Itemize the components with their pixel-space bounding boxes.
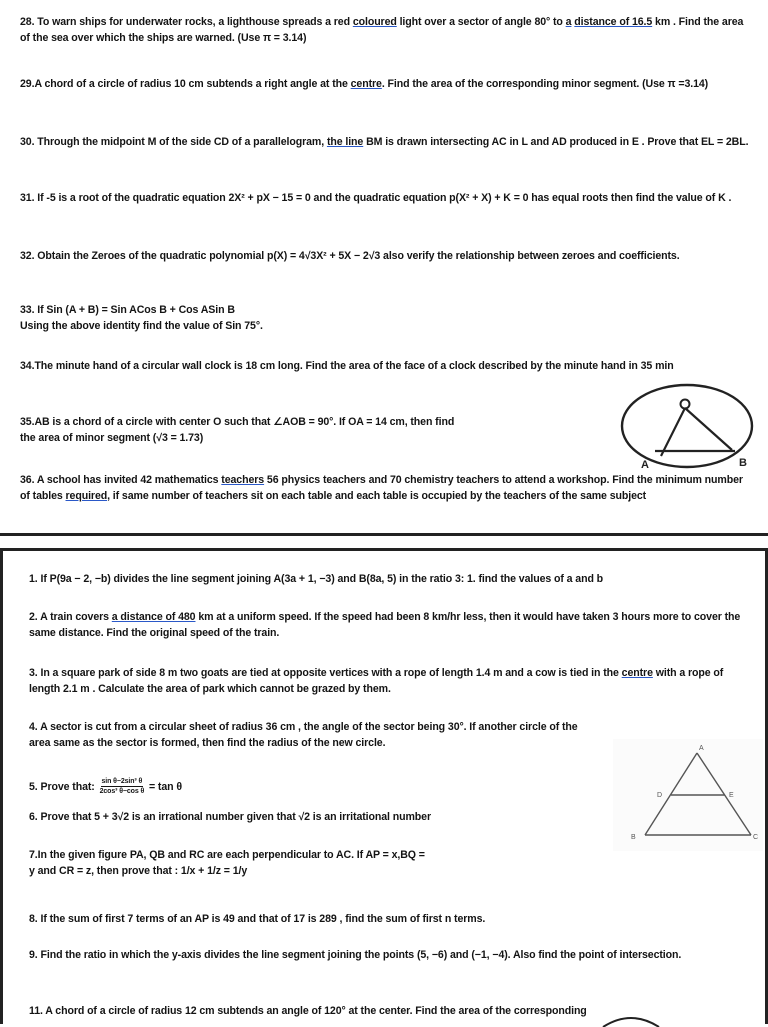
question-text: Find the ratio in which the y-axis divides the line segment joining the points (5, −6) and (−1, −4). Also find the point of intersection. [37, 949, 682, 961]
underlined-word: the line [326, 136, 364, 148]
label-a: A [699, 745, 704, 752]
question-text: If P(9a − 2, −b) divides the line segment joining A(3a + 1, −3) and B(8a, 5) in the ratio 3: 1. find the values of a and b [37, 573, 604, 585]
question-number: 6. [29, 811, 38, 823]
question-number: 11. [29, 1005, 43, 1017]
fraction-denominator: 2cos³ θ−cos θ [99, 788, 145, 795]
question-4 [29, 719, 589, 751]
partial-figure-edge [601, 1009, 661, 1027]
question-text: BM is drawn intersecting AC in L and AD produced in E . Prove that EL = 2BL. [363, 136, 749, 148]
question-text: A sector is cut from a circular sheet of radius 36 cm , the angle of the sector being 30°. If another circle of the area same as the sector is formed, then find the radius of the new circle. [29, 721, 578, 749]
underlined-word: a distance of 480 [111, 611, 196, 623]
question-text: , if same number of teachers sit on each table and each table is occupied by the teachers of the same subject [107, 490, 647, 502]
question-text: A chord of a circle of radius 12 cm subtends an angle of 120° at the center. Find the area of the corresponding [42, 1005, 587, 1017]
question-8 [29, 911, 749, 927]
triangle-figure [613, 739, 763, 851]
circle-outline [622, 385, 752, 467]
question-number: 1. [29, 573, 38, 585]
question-2 [29, 609, 749, 641]
question-number: 28. [20, 16, 35, 28]
question-number: 7. [29, 849, 38, 861]
fraction-numerator: sin θ−2sin³ θ [101, 778, 143, 785]
question-36 [20, 472, 750, 504]
question-text: the area of minor segment (√3 = 1.73) [20, 432, 204, 444]
question-text: In a square park of side 8 m two goats are tied at opposite vertices with a rope of length 1.4 m and a cow is tied in the [37, 667, 622, 679]
center-point [681, 400, 690, 409]
radius-ob [685, 408, 732, 450]
question-text: . Find the area of the corresponding minor segment. (Use π =3.14) [381, 78, 709, 90]
underlined-word: coloured [352, 16, 397, 28]
question-number: 35. [20, 416, 35, 428]
question-3 [29, 665, 749, 697]
question-number: 29. [20, 78, 35, 90]
underlined-word: distance of 16.5 [574, 16, 653, 28]
label-b: B [631, 834, 636, 841]
question-31 [20, 190, 750, 206]
label-a: A [641, 459, 649, 471]
underlined-word: required [65, 490, 108, 502]
question-6 [29, 809, 589, 825]
question-text: Prove that 5 + 3√2 is an irrational number given that √2 is an irritational number [37, 811, 431, 823]
question-number: 31. [20, 192, 35, 204]
radius-oa [661, 408, 685, 456]
question-text: A chord of a circle of radius 10 cm subtends a right angle at the [34, 78, 351, 90]
label-b: B [739, 457, 747, 469]
circle-chord-figure [615, 382, 760, 474]
fraction [100, 777, 145, 796]
question-text: Using the above identity find the value of Sin 75°. [20, 320, 263, 332]
question-number: 4. [29, 721, 38, 733]
question-number: 3. [29, 667, 38, 679]
question-text: If Sin (A + B) = Sin ACos B + Cos ASin B [34, 304, 235, 316]
question-text: A school has invited 42 mathematics [34, 474, 222, 486]
question-number: 9. [29, 949, 38, 961]
label-d: D [657, 792, 663, 799]
question-number: 36. [20, 474, 35, 486]
question-text: = tan θ [146, 780, 182, 793]
question-text: If -5 is a root of the quadratic equation 2X² + pX − 15 = 0 and the quadratic equation p(X² + X) + K = 0 has equal roots then find the value of K . [34, 192, 732, 204]
question-text: To warn ships for underwater rocks, a lighthouse spreads a red [37, 16, 353, 28]
formula: 1/x + 1/z = 1/y [180, 865, 248, 877]
question-text: km . Find the area of the sea over which the ships are warned. (Use π = 3.14) [20, 16, 744, 44]
question-text: with a rope of length 2.1 m . Calculate the area of park which cannot be grazed by them. [29, 667, 724, 695]
question-29 [20, 76, 750, 92]
question-number: 30. [20, 136, 35, 148]
question-text: 56 physics teachers and 70 chemistry teachers to attend a workshop. Find the minimum number of tables [20, 474, 743, 502]
question-32 [20, 248, 750, 264]
worksheet-bottom [0, 548, 768, 1024]
underlined-word: centre [621, 667, 653, 679]
question-7 [29, 847, 589, 879]
question-28 [20, 14, 750, 46]
underlined-word: centre [350, 78, 382, 90]
question-text: A train covers [37, 611, 112, 623]
question-text: Through the midpoint M of the side CD of a parallelogram, [34, 136, 327, 148]
question-text: If the sum of first 7 terms of an AP is 49 and that of 17 is 289 , find the sum of first n terms. [37, 913, 486, 925]
question-text: The minute hand of a circular wall clock is 18 cm long. Find the area of the face of a clock described by the minute hand in 35 min [34, 360, 674, 372]
question-34 [20, 358, 750, 374]
question-33 [20, 302, 750, 334]
underlined-word: teachers [221, 474, 265, 486]
question-number: 32. [20, 250, 35, 262]
question-number: 2. [29, 611, 38, 623]
underlined-word: a [565, 16, 572, 28]
question-1 [29, 571, 749, 587]
question-number: 34. [20, 360, 35, 372]
question-number: 33. [20, 304, 35, 316]
question-9 [29, 947, 749, 963]
question-text: y and CR = z, then prove that : [29, 865, 181, 877]
question-5 [29, 777, 589, 796]
label-c: C [753, 834, 759, 841]
question-text: In the given figure PA, QB and RC are each perpendicular to AC. If AP = x,BQ = [37, 849, 425, 861]
question-text: light over a sector of angle 80° to [396, 16, 566, 28]
question-text: km at a uniform speed. If the speed had been 8 km/hr less, then it would have taken 3 hours more to cover the same distance. Find the original speed of the train. [29, 611, 741, 639]
question-text: AB is a chord of a circle with center O such that ∠AOB = 90°. If OA = 14 cm, then find [34, 416, 455, 428]
question-30 [20, 134, 750, 150]
label-e: E [729, 792, 734, 799]
question-text: Prove that: [37, 780, 98, 793]
question-number: 5. [29, 780, 38, 793]
question-text: Obtain the Zeroes of the quadratic polynomial p(X) = 4√3X² + 5X − 2√3 also verify the relationship between zeroes and coefficients. [34, 250, 680, 262]
question-35 [20, 414, 610, 446]
question-number: 8. [29, 913, 38, 925]
circle-arc [603, 1018, 659, 1027]
